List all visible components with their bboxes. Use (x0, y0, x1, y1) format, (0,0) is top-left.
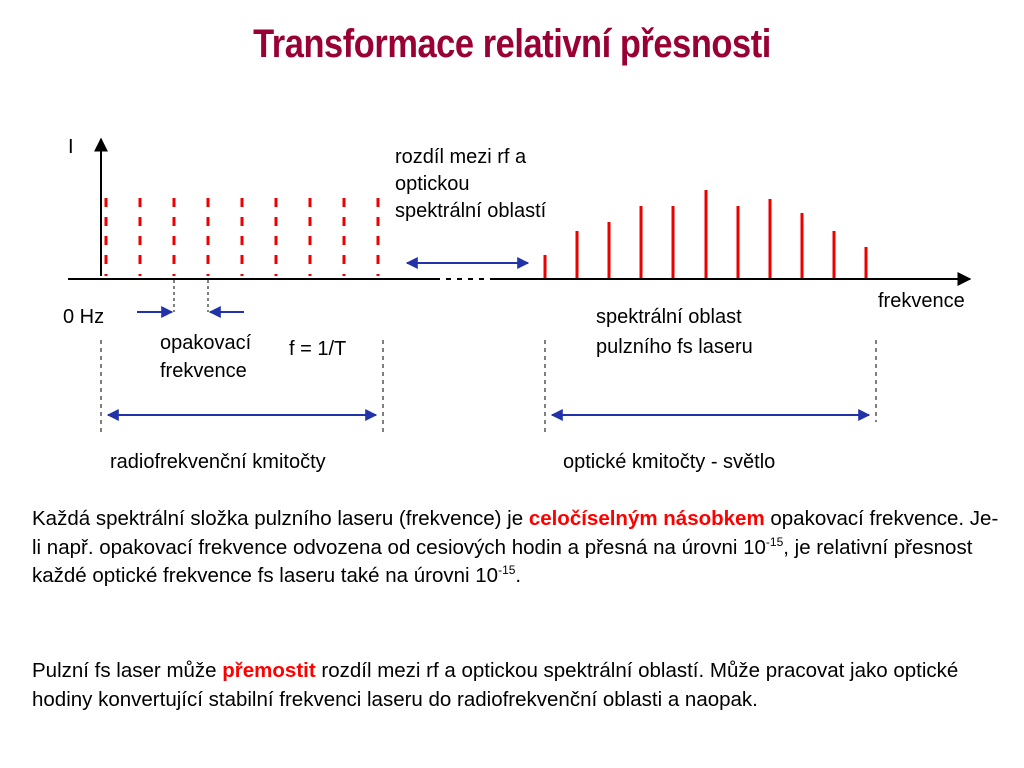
fs-label-line-1: spektrální oblast (596, 306, 742, 328)
paragraph-1-text-c: , je relativní přesnost každé optické frekvence fs laseru také na úrovni 10 (32, 535, 973, 587)
rf-comb (106, 198, 378, 276)
paragraph-1-text-d: . (515, 564, 522, 587)
paragraph-2-text-a: Pulzní fs laser může (32, 659, 223, 682)
axis-y-label: I (68, 136, 74, 158)
paragraph-1-text-b: opakovací frekvence. Je-li např. opakovací frekvence odvozena od cesiových hodin a přesná na úrovni 10 (32, 507, 999, 559)
slide-title: Transformace relativní přesnosti (253, 22, 771, 66)
rep-label-line-2: frekvence (160, 360, 247, 382)
zero-hz-label: 0 Hz (63, 306, 105, 328)
exponent-2: -15 (498, 563, 516, 577)
paragraph-2 (32, 657, 1007, 714)
gap-label-line-1: rozdíl mezi rf a (395, 146, 527, 168)
optical-comb (545, 190, 866, 278)
axis-x-label: frekvence (878, 290, 965, 312)
paragraph-2-emphasis: přemostit (222, 659, 316, 682)
paragraph-2-text-b: rozdíl mezi rf a optickou spektrální oblastí. Může pracovat jako optické hodiny konvertující stabilní frekvenci laseru do radiofrekvenční oblasti a naopak. (32, 659, 959, 711)
paragraph-1 (32, 505, 1007, 591)
period-label: f = 1/T (289, 338, 347, 360)
rf-range-label: radiofrekvenční kmitočty (110, 451, 326, 473)
gap-label-line-3: spektrální oblastí (395, 200, 547, 222)
exponent-1: -15 (765, 534, 784, 549)
paragraph-1-text-a: Každá spektrální složka pulzního laseru (frekvence) je (32, 507, 529, 530)
fs-label-line-2: pulzního fs laseru (596, 336, 753, 358)
rep-label-line-1: opakovací (160, 332, 252, 354)
opt-range-label: optické kmitočty - světlo (563, 451, 776, 473)
paragraph-1-emphasis: celočíselným násobkem (528, 507, 765, 530)
gap-label-line-2: optickou (395, 173, 470, 195)
